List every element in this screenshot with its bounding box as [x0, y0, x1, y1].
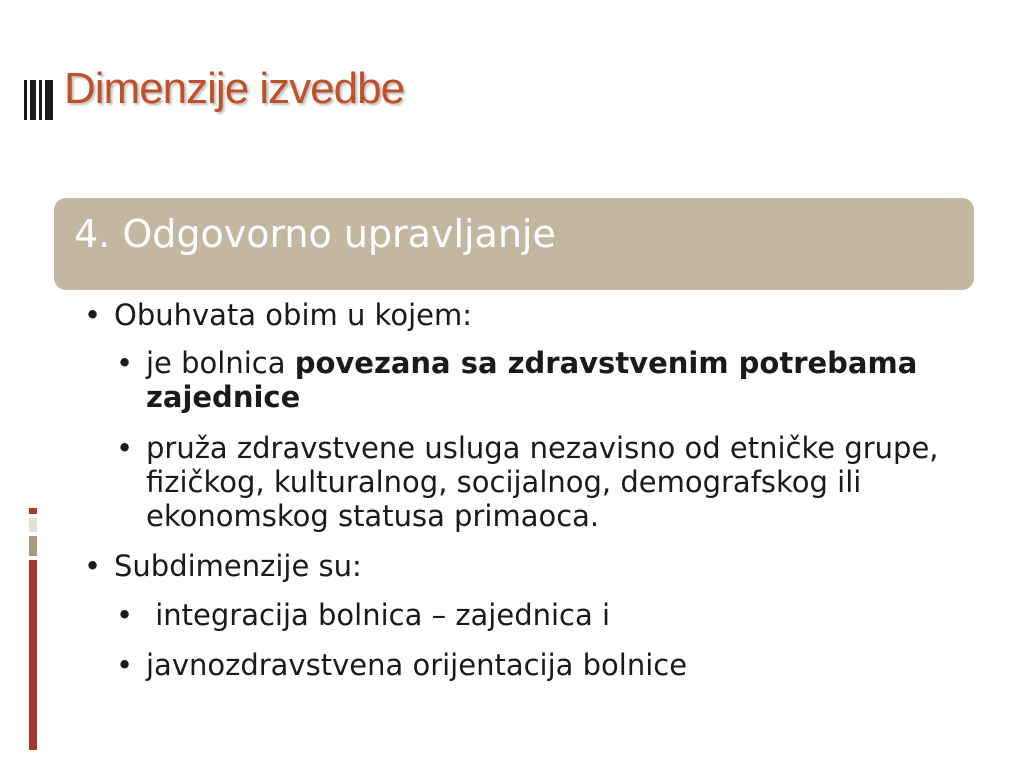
bullet-text: integracija bolnica – zajednica i	[146, 597, 611, 632]
section-header-text: 4. Odgovorno upravljanje	[74, 212, 556, 256]
bullet-level2	[116, 598, 964, 632]
bullet-text: Obuhvata obim u kojem:	[114, 298, 472, 332]
bullet-text: pruža zdravstvene usluga nezavisno od etničke grupe, fizičkog, kulturalnog, socijalnog, demografskog ili ekonomskog statusa primaoca.	[146, 430, 939, 534]
side-accent-bar	[29, 508, 37, 750]
bullet-level2	[116, 431, 964, 534]
bullet-text: javnozdravstvena orijentacija bolnice	[146, 647, 688, 682]
accent-segment-red	[29, 508, 37, 514]
slide-title: Dimenzije izvedbe	[64, 64, 405, 113]
section-header-box	[54, 198, 974, 290]
bullet-level1	[84, 549, 964, 583]
accent-segment-tan	[29, 536, 37, 556]
slide-body	[84, 298, 964, 698]
title-decoration-bars	[24, 80, 53, 120]
bullet-text-emphasis: povezana sa zdravstvenim potrebama zajednice	[146, 346, 918, 415]
bullet-text: Subdimenzije su:	[114, 549, 362, 584]
bullet-level2	[116, 346, 964, 414]
bullet-text-prefix: je bolnica	[146, 346, 295, 381]
accent-segment-long-red	[29, 560, 37, 750]
bullet-level1	[84, 298, 964, 332]
accent-segment-light	[29, 518, 37, 532]
bullet-level2	[116, 648, 964, 682]
